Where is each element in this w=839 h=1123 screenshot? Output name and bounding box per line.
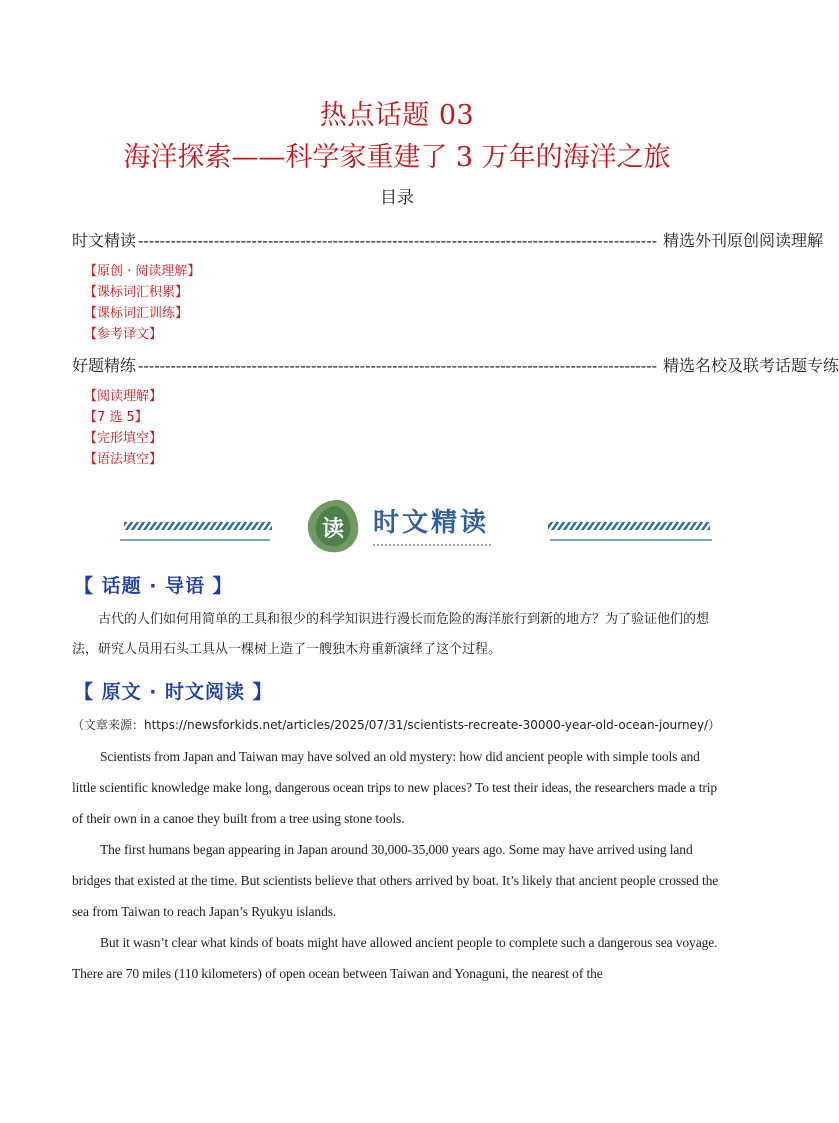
section-banner	[120, 494, 720, 558]
right-stripe-decoration	[548, 522, 712, 540]
article-source: （文章来源：https://newsforkids.net/articles/2025/07/31/scientists-recreate-30000-year-old-ocean-journey/）	[72, 718, 721, 732]
document-title: 热点话题 03	[319, 100, 475, 131]
toc-entry-section2[interactable]	[72, 355, 839, 377]
toc-entry-description: 精选名校及联考话题专练	[663, 356, 839, 375]
toc-entry-label: 好题精练	[72, 356, 137, 375]
badge-icon	[308, 500, 359, 552]
toc-subitem[interactable]: 【课标词汇积累】	[84, 285, 189, 300]
toc-subitem[interactable]: 【7 选 5】	[84, 410, 148, 425]
toc-subitem[interactable]: 【参考译文】	[84, 327, 163, 342]
toc-heading: 目录	[380, 188, 414, 208]
left-stripe-decoration	[120, 522, 272, 540]
toc-subitem[interactable]: 【完形填空】	[84, 431, 163, 446]
banner-title: 时文精读	[373, 508, 490, 538]
intro-paragraph: 古代的人们如何用简单的工具和很少的科学知识进行漫长而危险的海洋旅行到新的地方？为了验证他们的想法，研究人员用石头工具从一棵树上造了一艘独木舟重新演绎了这个过程。	[72, 612, 710, 657]
toc-entry-section1[interactable]	[72, 230, 824, 252]
toc-subitem[interactable]: 【阅读理解】	[84, 389, 163, 404]
toc-subitem[interactable]: 【原创 · 阅读理解】	[84, 264, 201, 279]
toc-entry-label: 时文精读	[72, 231, 137, 250]
article-heading: 【 原文 · 时文阅读 】	[74, 681, 273, 703]
document-subtitle: 海洋探索——科学家重建了 3 万年的海洋之旅	[123, 142, 671, 173]
article-paragraph: Scientists from Japan and Taiwan may have solved an old mystery: how did ancient people with simple tools and little scientific knowledge make long, dangerous ocean trips to new places? To test their ideas, the researchers made a trip of their own in a canoe they built from a tree using stone tools.	[72, 749, 718, 826]
article-paragraph: The first humans began appearing in Japan around 30,000-35,000 years ago. Some may have arrived using land bridges that existed at the time. But scientists believe that others arrived by boat. It’s likely that ancient people crossed the sea from Taiwan to reach Japan’s Ryukyu islands.	[72, 842, 719, 919]
toc-subitem[interactable]: 【语法填空】	[84, 452, 163, 467]
badge-char: 读	[321, 517, 345, 542]
toc-entry-description: 精选外刊原创阅读理解	[663, 231, 824, 250]
article-paragraph: But it wasn’t clear what kinds of boats might have allowed ancient people to complete such a dangerous sea voyage. There are 70 miles (110 kilometers) of open ocean between Taiwan and Yonaguni, the nearest of the	[72, 935, 718, 981]
toc-leader-dots: ------------------------------------------------------------------------------------------------	[138, 231, 658, 250]
toc-subitem[interactable]: 【课标词汇训练】	[84, 306, 189, 321]
intro-heading: 【 话题 · 导语 】	[74, 575, 233, 597]
toc-leader-dots: ------------------------------------------------------------------------------------------------	[138, 356, 658, 375]
